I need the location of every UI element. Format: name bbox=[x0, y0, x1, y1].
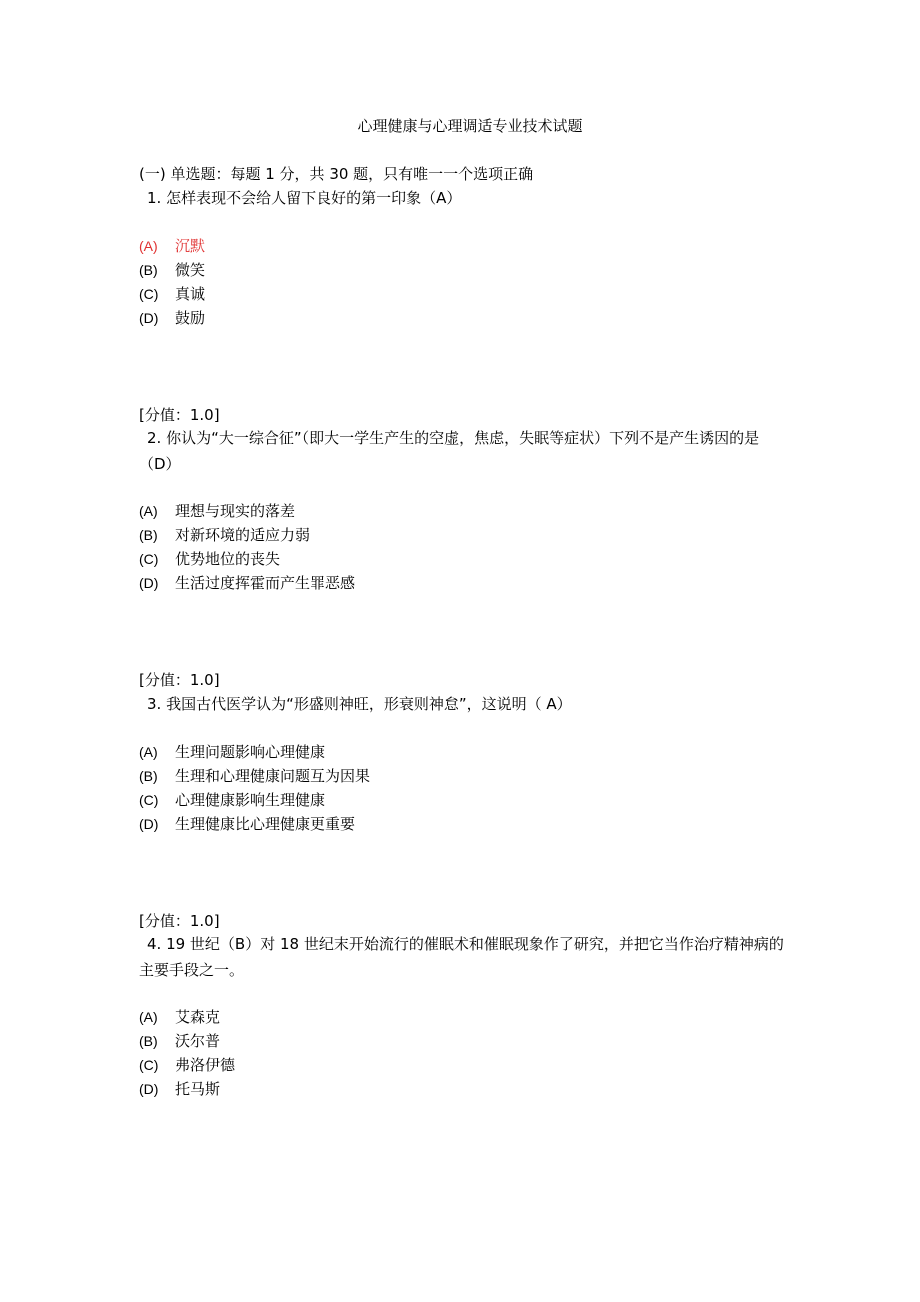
section-intro: (一) 单选题：每题 1 分，共 30 题，只有唯一一个选项正确 bbox=[139, 165, 534, 183]
question-4-option-c: (C) 弗洛伊德 bbox=[139, 1056, 236, 1074]
question-3-text: 3. 我国古代医学认为“形盛则神旺，形衰则神怠”，这说明（ A） bbox=[147, 695, 572, 713]
question-4-option-d: (D) 托马斯 bbox=[139, 1080, 221, 1098]
question-1-text: 1. 怎样表现不会给人留下良好的第一印象（A） bbox=[147, 189, 462, 207]
score-label-3: [分值：1.0] bbox=[139, 912, 220, 930]
score-label-2: [分值：1.0] bbox=[139, 671, 220, 689]
question-2-text: 2. 你认为“大一综合征”（即大一学生产生的空虚，焦虑，失眠等症状）下列不是产生诱因的是（D） bbox=[139, 429, 760, 473]
question-4-text: 4. 19 世纪（B）对 18 世纪末开始流行的催眠术和催眠现象作了研究，并把它当作治疗精神病的主要手段之一。 bbox=[139, 935, 784, 979]
question-3-option-c: (C) 心理健康影响生理健康 bbox=[139, 791, 326, 809]
score-label-1: [分值：1.0] bbox=[139, 406, 220, 424]
question-2-option-b: (B) 对新环境的适应力弱 bbox=[139, 526, 311, 544]
page-title: 心理健康与心理调适专业技术试题 bbox=[357, 117, 583, 135]
question-4-option-a: (A) 艾森克 bbox=[139, 1008, 221, 1026]
question-1-option-c: (C) 真诚 bbox=[139, 285, 206, 303]
question-3-option-d: (D) 生理健康比心理健康更重要 bbox=[139, 815, 356, 833]
question-2-option-a: (A) 理想与现实的落差 bbox=[139, 502, 296, 520]
question-1-option-d: (D) 鼓励 bbox=[139, 309, 206, 327]
question-2-option-c: (C) 优势地位的丧失 bbox=[139, 550, 281, 568]
question-1-option-a: (A) 沉默 bbox=[139, 237, 206, 255]
question-1-option-b: (B) 微笑 bbox=[139, 261, 206, 279]
question-3-option-b: (B) 生理和心理健康问题互为因果 bbox=[139, 767, 371, 785]
question-2-option-d: (D) 生活过度挥霍而产生罪恶感 bbox=[139, 574, 356, 592]
question-4-option-b: (B) 沃尔普 bbox=[139, 1032, 221, 1050]
question-3-option-a: (A) 生理问题影响心理健康 bbox=[139, 743, 326, 761]
